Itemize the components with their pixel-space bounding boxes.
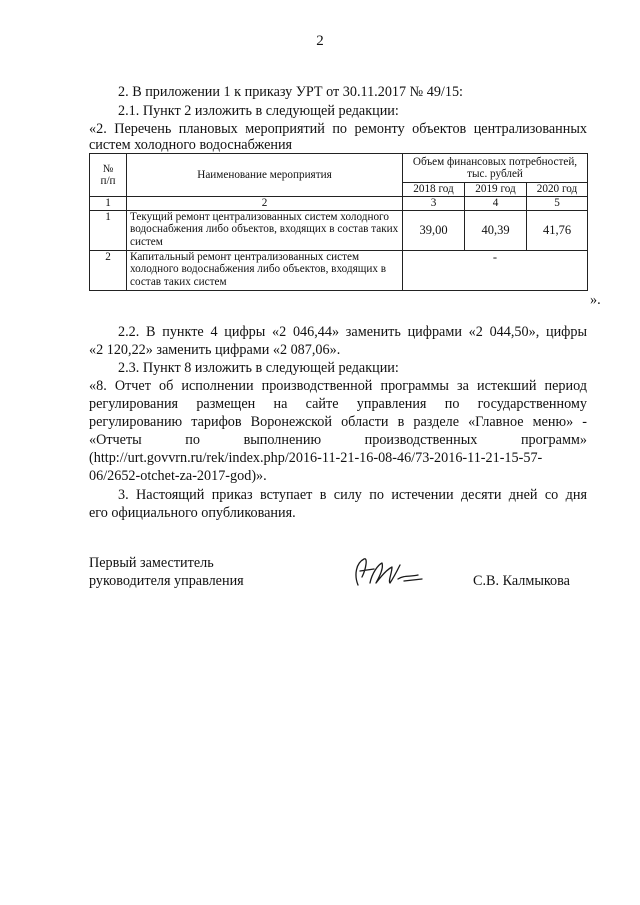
row-merged-value: - [403,250,588,290]
row-name: Текущий ремонт централизованных систем холодного водоснабжения либо объектов, входящих в состав таких систем [127,210,403,250]
row-value-2018: 39,00 [403,210,465,250]
header-year: 2019 год [465,183,527,197]
paragraph-2-2-line2: «2 120,22» заменить цифрами «2 087,06». [89,342,341,358]
table-row [90,250,588,290]
paragraph-3-line1: 3. Настоящий приказ вступает в силу по истечении десяти дней со дня [118,487,587,503]
column-number: 3 [403,197,465,211]
header-year: 2018 год [403,183,465,197]
table-row [90,210,588,250]
column-number: 4 [465,197,527,211]
column-number: 1 [90,197,127,211]
signatory-title-line1: Первый заместитель [89,555,214,571]
signatory-title-line2: руководителя управления [89,573,244,589]
paragraph-2-3: 2.3. Пункт 8 изложить в следующей редакции: [118,360,399,376]
table-closing-quote: ». [590,292,601,308]
quote-8-url-line: (http://urt.govvrn.ru/rek/index.php/2016-11-21-16-08-46/73-2016-11-21-15-57- [89,450,543,466]
header-year: 2020 год [527,183,588,197]
page-number: 2 [316,33,324,49]
row-num: 2 [90,250,127,290]
quote-title-line2: систем холодного водоснабжения [89,137,293,153]
quote-title-line1: «2. Перечень плановых мероприятий по ремонту объектов централизованных [89,121,587,137]
quote-8-line: регулирования размещен на сайте управления по государственному [89,396,587,412]
row-value-2020: 41,76 [527,210,588,250]
quote-8-line: регулированию тарифов Воронежской области в разделе «Главное меню» - [89,414,587,430]
column-number: 5 [527,197,588,211]
paragraph-2-2-line1: 2.2. В пункте 4 цифры «2 046,44» заменить цифрами «2 044,50», цифры [118,324,587,340]
row-num: 1 [90,210,127,250]
paragraph-3-line2: его официального опубликования. [89,505,296,521]
table-header-row [90,154,588,183]
header-num: № п/п [90,154,127,197]
measures-table [89,153,588,291]
header-name: Наименование мероприятия [127,154,403,197]
column-number: 2 [127,197,403,211]
quote-8-line: «8. Отчет об исполнении производственной программы за истекший период [89,378,587,394]
row-name: Капитальный ремонт централизованных систем холодного водоснабжения либо объектов, входящих в состав таких систем [127,250,403,290]
handwritten-signature [348,555,428,589]
quote-8-url-end: 06/2652-otchet-za-2017-god)». [89,468,267,484]
signatory-name: С.В. Калмыкова [473,573,570,589]
quote-8-line: «Отчеты по выполнению производственных программ» [89,432,587,448]
row-value-2019: 40,39 [465,210,527,250]
table-column-numbers-row [90,197,588,211]
paragraph-2-heading: 2. В приложении 1 к приказу УРТ от 30.11.2017 № 49/15: [118,84,463,100]
paragraph-2-1: 2.1. Пункт 2 изложить в следующей редакции: [118,103,399,119]
header-volume: Объем финансовых потребностей, тыс. рублей [403,154,588,183]
